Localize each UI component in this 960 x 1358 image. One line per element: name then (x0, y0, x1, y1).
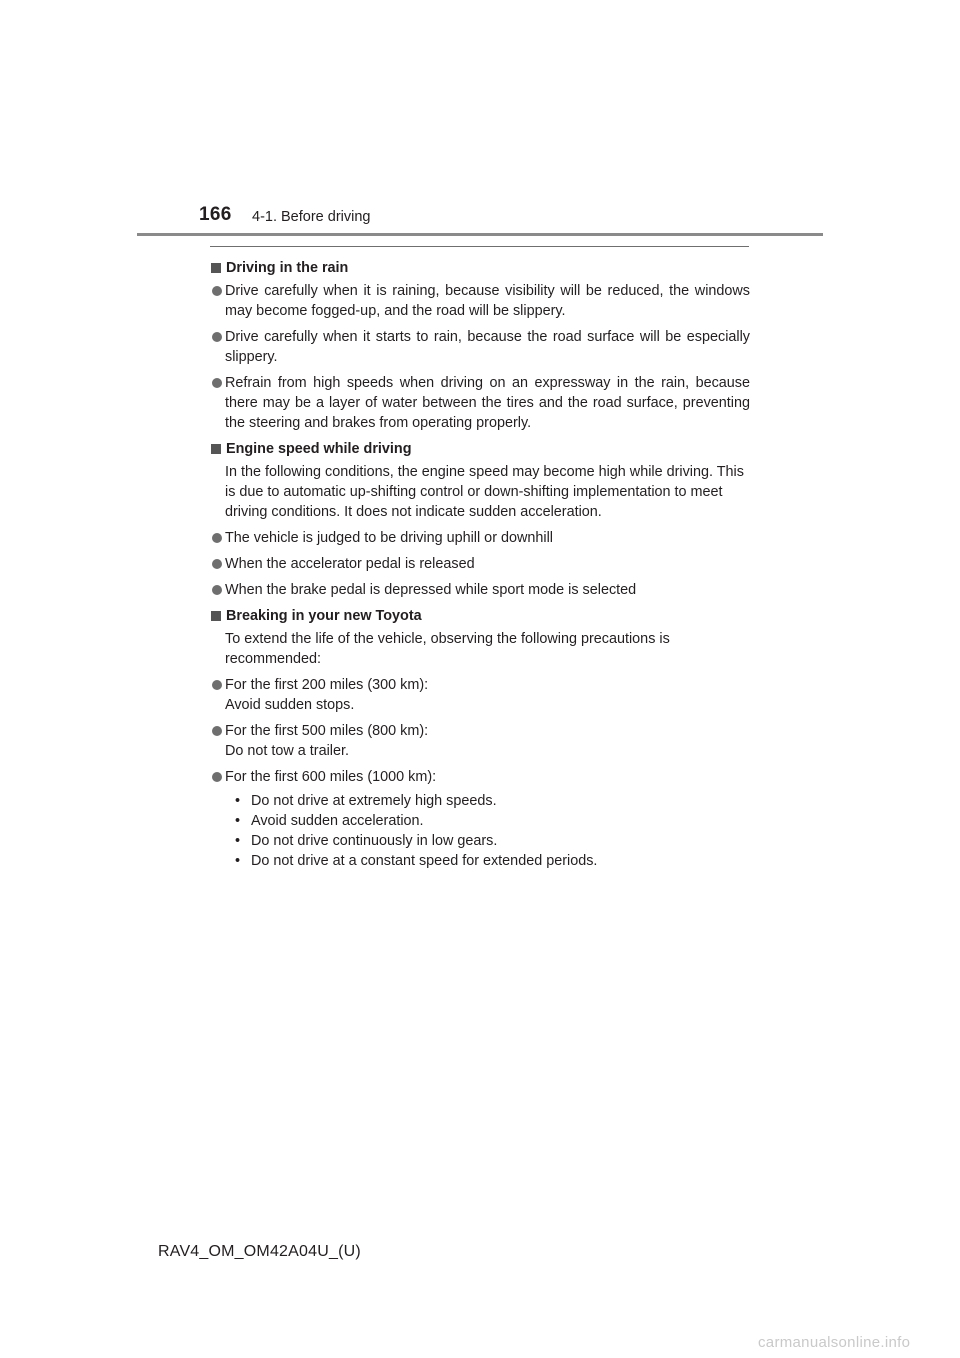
list-item: Drive carefully when it is raining, because visibility will be reduced, the windows may become fogged-up, and the road will be slippery. (210, 281, 750, 321)
sub-list-item: • Do not drive continuously in low gears. (235, 833, 498, 849)
section-title: 4-1. Before driving (252, 209, 371, 225)
list-item: For the first 200 miles (300 km): Avoid sudden stops. (210, 675, 750, 715)
circle-bullet-icon (212, 585, 222, 595)
section-heading-engine-speed: Engine speed while driving (210, 439, 750, 459)
header-divider (137, 233, 823, 236)
page-header (0, 200, 960, 240)
content-divider (210, 246, 749, 247)
list-item: Refrain from high speeds when driving on an expressway in the rain, because there may be a layer of water between the tires and the road surface, preventing the steering and brakes from operating properly. (210, 373, 750, 433)
list-item: The vehicle is judged to be driving uphill or downhill (210, 528, 750, 548)
section-heading-breaking-in: Breaking in your new Toyota (210, 606, 750, 626)
circle-bullet-icon (212, 680, 222, 690)
square-bullet-icon (211, 263, 221, 273)
bullet-dot-icon: • (235, 793, 241, 809)
section-paragraph: In the following conditions, the engine speed may become high while driving. This is due to automatic up-shifting control or down-shifting implementation to meet driving conditions. It does not indicate sudden acceleration. (225, 464, 744, 520)
list-item: When the accelerator pedal is released (210, 554, 750, 574)
sub-list-item: • Do not drive at a constant speed for extended periods. (235, 853, 598, 869)
list-item: Drive carefully when it starts to rain, because the road surface will be especially slippery. (210, 327, 750, 367)
bullet-dot-icon: • (235, 853, 241, 869)
sub-list-item: • Do not drive at extremely high speeds. (235, 793, 497, 809)
circle-bullet-icon (212, 286, 222, 296)
circle-bullet-icon (212, 533, 222, 543)
content-body (210, 258, 750, 871)
circle-bullet-icon (212, 378, 222, 388)
circle-bullet-icon (212, 772, 222, 782)
circle-bullet-icon (212, 559, 222, 569)
section-heading-driving-rain: Driving in the rain (210, 258, 750, 278)
sub-list (210, 791, 750, 871)
circle-bullet-icon (212, 332, 222, 342)
circle-bullet-icon (212, 726, 222, 736)
square-bullet-icon (211, 611, 221, 621)
list-item: For the first 500 miles (800 km): Do not tow a trailer. (210, 721, 750, 761)
bullet-dot-icon: • (235, 833, 241, 849)
list-item: For the first 600 miles (1000 km): (210, 767, 750, 787)
square-bullet-icon (211, 444, 221, 454)
document-code: RAV4_OM_OM42A04U_(U) (158, 1243, 361, 1260)
sub-list-item: • Avoid sudden acceleration. (235, 813, 424, 829)
watermark-link[interactable]: carmanualsonline.info (758, 1334, 911, 1351)
list-item: When the brake pedal is depressed while sport mode is selected (210, 580, 750, 600)
section-paragraph: To extend the life of the vehicle, observing the following precautions is recommended: (225, 631, 670, 667)
bullet-dot-icon: • (235, 813, 241, 829)
page-number: 166 (199, 204, 232, 225)
